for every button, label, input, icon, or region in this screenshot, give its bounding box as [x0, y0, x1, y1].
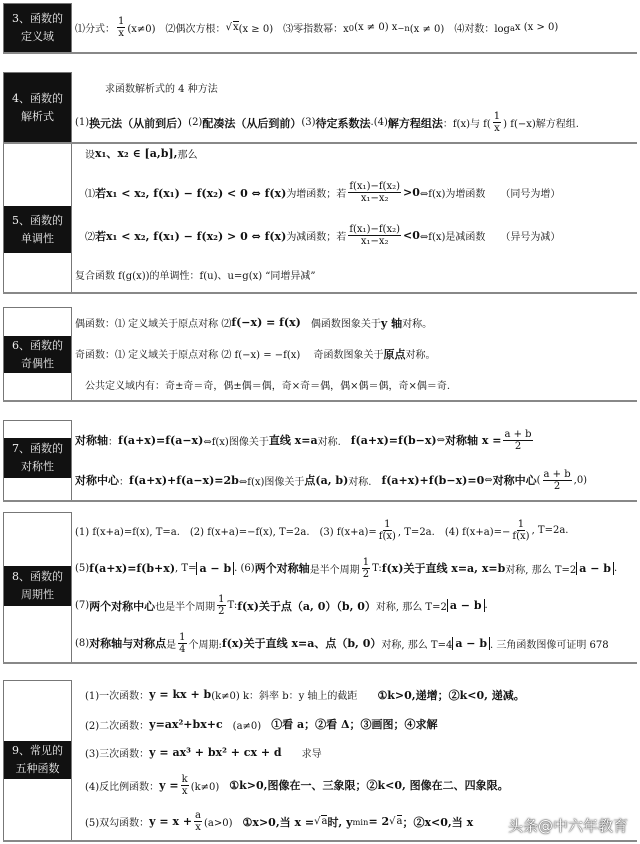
section-label — [4, 566, 71, 606]
text: 公共定义域内有：奇±奇＝奇，偶±偶＝偶，奇×奇＝偶，偶×偶＝偶，奇×偶＝奇. — [75, 381, 451, 393]
text: 那么 — [177, 149, 198, 161]
bold-text: 对称中心 — [492, 474, 537, 487]
bold-text: <0 — [403, 229, 420, 242]
bold-text: ①x>0,当 x = — [242, 815, 315, 829]
numerator: 1 — [362, 556, 370, 568]
section-content — [75, 3, 637, 52]
section-label-line: 奇偶性 — [21, 356, 54, 370]
text: 设 — [75, 149, 95, 161]
section-label-line: 单调性 — [21, 231, 54, 245]
text: ,0) — [573, 474, 588, 486]
text: (1) f(x+a)=f(x), T=a. (2) f(x+a)=−f(x), T=2a. (3) f(x+a)= — [75, 527, 377, 539]
text: 是 — [166, 639, 177, 651]
section-label-line: 4、函数的 — [12, 91, 63, 105]
text: (x ≠ 0) x — [354, 22, 398, 33]
denominator: x₁−x₂ — [360, 236, 389, 247]
bold-text: f(a+x)=f(b−x) — [350, 433, 437, 447]
text: 个周期: — [188, 639, 222, 651]
fraction — [362, 557, 370, 580]
section-label-line: 7、函数的 — [12, 442, 63, 455]
formula-row — [75, 469, 637, 492]
text: ： — [119, 476, 129, 488]
bold-text: f(a+x)=f(b+x) — [89, 561, 176, 575]
section-label-cell — [3, 3, 72, 52]
bold-text: 点(a, b) — [304, 474, 349, 487]
text: ⑴分式： — [75, 24, 115, 35]
numerator: f(x₁)−f(x₂) — [349, 224, 400, 235]
text: ⇔f(x)图像关于 — [203, 436, 269, 448]
bold-text: 对称中心 — [75, 474, 119, 487]
text: (5) — [75, 562, 90, 574]
text: ) f(−x)解方程组. — [503, 119, 579, 130]
bold-text: f(a+x)+f(a−x)=2b — [129, 473, 239, 487]
denominator: x — [195, 822, 201, 834]
text: 偶函数图象关于 — [300, 319, 381, 331]
bold-text: 直线 x=a — [268, 434, 318, 447]
text: 对称, 那么 T=2 — [375, 602, 447, 614]
denominator: 4 — [179, 643, 186, 655]
section-7 — [3, 420, 637, 502]
formula-row — [75, 745, 637, 760]
text: 偶函数：⑴ 定义域关于原点对称 ⑵ — [75, 319, 232, 331]
section-label-line: 解析式 — [21, 109, 54, 123]
radicand: a — [321, 816, 328, 828]
text: ⇔f(x)是减函数 （异号为减） — [419, 232, 561, 243]
section-label-cell — [3, 307, 72, 400]
formula-row — [75, 145, 637, 161]
text: (8) — [75, 637, 90, 649]
numerator: 1 — [218, 594, 225, 606]
bold-text: >0 — [403, 186, 420, 199]
section-label-cell — [3, 135, 72, 292]
section-label-cell — [3, 680, 72, 840]
text: 是半个周期 — [309, 564, 360, 576]
text: (k≠0) k：斜率 b：y 轴上的截距 — [211, 691, 378, 703]
text: .(4) — [370, 117, 388, 128]
numerator: f(x₁)−f(x₂) — [349, 181, 400, 192]
subscript: min — [352, 816, 369, 827]
text: T: — [227, 600, 238, 612]
section-6 — [3, 307, 637, 402]
text: 对称。 — [405, 350, 436, 362]
absolute-value: a − b — [447, 599, 485, 612]
radicand: a — [396, 816, 403, 828]
fraction — [503, 429, 532, 452]
section-content — [75, 307, 637, 400]
bold-text: 配凑法（从后到前） — [202, 116, 302, 130]
section-label-line: 9、常见的 — [12, 744, 63, 757]
sqrt — [226, 22, 239, 33]
text: ： — [108, 436, 118, 448]
text: ⇔ — [484, 474, 493, 486]
bold-text: 若x₁ < x₂, f(x₁) − f(x₂) > 0 ⇔ f(x) — [95, 229, 287, 243]
section-label — [4, 73, 71, 142]
section-label-line: 定义域 — [21, 30, 54, 43]
formula-row — [75, 687, 637, 703]
bold-text: f(x)关于点（a, 0）（b, 0） — [237, 599, 376, 613]
denominator: x — [118, 28, 124, 39]
text: x (x > 0) — [514, 22, 559, 33]
bold-text: 对称轴与对称点 — [89, 637, 167, 651]
formula-row — [75, 716, 637, 732]
section-label-line: 5、函数的 — [12, 213, 63, 227]
fraction — [512, 519, 529, 542]
absolute-value: a − b — [452, 637, 490, 650]
text: 对称. — [348, 476, 382, 488]
bold-text: y = kx + b — [149, 688, 212, 702]
formula-row — [75, 519, 637, 542]
section-label — [4, 206, 71, 253]
bold-text: y = x + — [149, 815, 193, 829]
section-label-line: 3、函数的 — [12, 12, 63, 25]
bold-text: 解方程组法 — [387, 116, 443, 130]
fraction — [348, 224, 401, 247]
denominator: x — [181, 785, 188, 797]
section-4 — [3, 72, 637, 144]
bold-text: = 2 — [368, 815, 390, 829]
numerator: 1 — [493, 111, 501, 122]
text: (2) — [188, 117, 203, 128]
section-5 — [3, 135, 637, 294]
text: ⑵ — [75, 232, 95, 243]
denominator: x — [494, 123, 500, 134]
denominator: 2 — [218, 606, 225, 618]
fraction — [178, 632, 186, 655]
section-label-line: 周期性 — [21, 588, 54, 601]
section-content — [75, 72, 637, 142]
denominator: 2 — [553, 480, 561, 492]
section-label-line: 对称性 — [21, 460, 54, 473]
text: , T=2a. — [531, 525, 569, 537]
text: (a≠0) — [222, 720, 272, 732]
fraction — [379, 519, 396, 542]
text: (3)三次函数： — [75, 749, 150, 761]
sqrt-sign-icon: √ — [225, 22, 232, 33]
fraction — [493, 111, 501, 134]
text: (k≠0) — [190, 781, 230, 793]
bold-text: y 轴 — [380, 316, 403, 330]
fraction — [217, 594, 225, 617]
text: T: — [372, 562, 382, 574]
formula-row — [75, 594, 637, 617]
bold-text: x₁、x₂ ∈ [a,b], — [95, 147, 178, 160]
bold-text: 对称轴 — [75, 434, 108, 447]
denominator: x₁−x₂ — [360, 193, 389, 204]
section-label — [4, 741, 71, 779]
numerator: a + b — [504, 428, 532, 440]
section-content — [75, 420, 637, 500]
numerator: 1 — [118, 16, 125, 27]
bold-text: ①k>0,图像在一、三象限；②k<0, 图像在二、四象限。 — [229, 779, 509, 793]
section-label-cell — [3, 512, 72, 662]
denominator: f(x) — [378, 531, 396, 543]
text: , T= — [175, 562, 197, 574]
formula-row — [75, 224, 637, 247]
text: ⇔ — [436, 434, 446, 446]
formula-row — [75, 181, 637, 204]
bold-text: ；②x<0,当 x — [402, 815, 474, 829]
section-label-line: 8、函数的 — [12, 570, 63, 583]
section-content — [75, 135, 637, 292]
text: 对称. — [317, 436, 351, 448]
formula-row — [75, 267, 637, 282]
text: (3) — [301, 117, 316, 128]
text: (x ≥ 0) ⑶零指数幂：x — [238, 24, 349, 35]
formula-row — [75, 632, 637, 655]
text: 对称, 那么 T=4 — [381, 639, 453, 651]
text: 也是半个周期 — [155, 602, 216, 614]
text: , T=2a. (4) f(x+a)=− — [397, 527, 511, 539]
bold-text: y = — [159, 778, 179, 792]
bold-text: 待定系数法 — [315, 116, 371, 130]
absolute-value: a − b — [576, 562, 614, 575]
formula-row — [75, 80, 637, 95]
text: (1)一次函数： — [75, 691, 150, 703]
bold-text: ①看 a；②看 Δ；③画图；④求解 — [271, 718, 438, 732]
sqrt — [389, 816, 402, 827]
formula-row — [75, 346, 637, 362]
text: 对称, 那么 T=2 — [505, 564, 577, 576]
subscript: a — [509, 22, 515, 33]
section-label-line: 6、函数的 — [12, 338, 63, 352]
text: (x ≠ 0) ⑷对数：log — [409, 24, 510, 35]
denominator: 2 — [362, 568, 370, 580]
section-label-cell — [3, 72, 72, 142]
sqrt — [314, 816, 327, 827]
section-3 — [3, 3, 637, 54]
text: ⇔f(x)为增函数 （同号为增） — [419, 189, 561, 200]
formula-row — [75, 377, 637, 392]
sqrt-sign-icon: √ — [314, 816, 321, 828]
numerator: 1 — [517, 519, 525, 531]
bold-text: y=ax²+bx+c — [149, 717, 223, 731]
fraction — [543, 469, 572, 492]
bold-text: f(a+x)+f(b−x)=0 — [381, 473, 485, 487]
numerator: k — [181, 773, 188, 785]
text: ：f(x)与 f( — [442, 119, 491, 130]
bold-text: 两个对称中心 — [89, 599, 156, 613]
bold-text: f(a+x)=f(a−x) — [118, 433, 204, 447]
section-8 — [3, 512, 637, 664]
text: 奇函数：⑴ 定义域关于原点对称 ⑵ f(−x) = −f(x) 奇函数图象关于 — [75, 350, 384, 362]
formula-row — [75, 111, 637, 134]
section-label — [4, 438, 71, 478]
bold-text: f(x)关于直线 x=a, x=b — [381, 562, 506, 576]
denominator: f(x) — [512, 531, 530, 543]
watermark: 头条@中六年教育 — [507, 817, 628, 835]
fraction — [348, 181, 401, 204]
bold-text: 换元法（从前到后） — [89, 116, 189, 130]
radicand: x — [232, 22, 239, 33]
text: ( — [536, 474, 541, 486]
bold-text: 原点 — [383, 347, 406, 361]
denominator: 2 — [514, 440, 522, 452]
section-content — [75, 512, 637, 662]
fraction — [117, 16, 125, 39]
bold-text: 时, y — [327, 815, 353, 829]
formula-row — [75, 16, 637, 39]
text: 为减函数；若 — [286, 232, 347, 243]
text: . (6) — [234, 562, 255, 574]
text: (1) — [75, 117, 90, 128]
section-label — [4, 336, 71, 373]
fraction — [194, 810, 202, 833]
text: (7) — [75, 600, 90, 612]
bold-text: ①k>0,递增；②k<0, 递减。 — [377, 688, 525, 702]
bold-text: 若x₁ < x₂, f(x₁) − f(x₂) < 0 ⇔ f(x) — [95, 186, 287, 200]
bold-text: f(x)关于直线 x=a、点（b, 0） — [221, 637, 382, 651]
numerator: 1 — [179, 631, 186, 643]
formula-row — [75, 429, 637, 452]
section-label — [4, 4, 71, 52]
text: (2)二次函数： — [75, 720, 150, 732]
text: 对称。 — [402, 319, 433, 331]
text: 为增函数；若 — [286, 189, 347, 200]
bold-text: f(−x) = f(x) — [231, 316, 301, 330]
fraction — [181, 774, 189, 797]
superscript: −n — [397, 22, 410, 33]
formula-row — [75, 557, 637, 580]
text: . — [484, 600, 488, 612]
text: ⇔f(x)图像关于 — [238, 476, 305, 488]
formula-row — [75, 774, 637, 797]
numerator: a + b — [543, 468, 571, 480]
text: 复合函数 f(g(x))的单调性：f(u)、u=g(x) “同增异减” — [75, 271, 316, 282]
numerator: 1 — [384, 519, 391, 531]
sqrt-sign-icon: √ — [389, 816, 396, 828]
text: (4)反比例函数： — [75, 781, 160, 793]
numerator: a — [195, 810, 202, 822]
text: . 三角函数图像可证明 678 — [490, 639, 609, 651]
bold-text: 两个对称轴 — [254, 562, 310, 576]
bold-text: y = ax³ + bx² + cx + d — [149, 746, 282, 760]
section-label-cell — [3, 420, 72, 500]
text: (a>0) — [204, 818, 243, 830]
text: (x≠0) ⑵偶次方根： — [127, 24, 226, 35]
text: ⑴ — [75, 189, 95, 200]
superscript: 0 — [348, 22, 355, 33]
absolute-value: a − b — [196, 562, 234, 575]
bold-text: 对称轴 x = — [445, 434, 502, 447]
text: (5)双勾函数： — [75, 818, 150, 830]
text: 求导 — [281, 749, 322, 761]
formula-row — [75, 315, 637, 331]
text: 求函数解析式的 4 种方法 — [75, 84, 218, 95]
section-label-line: 五种函数 — [15, 762, 60, 775]
text: . — [613, 562, 618, 574]
